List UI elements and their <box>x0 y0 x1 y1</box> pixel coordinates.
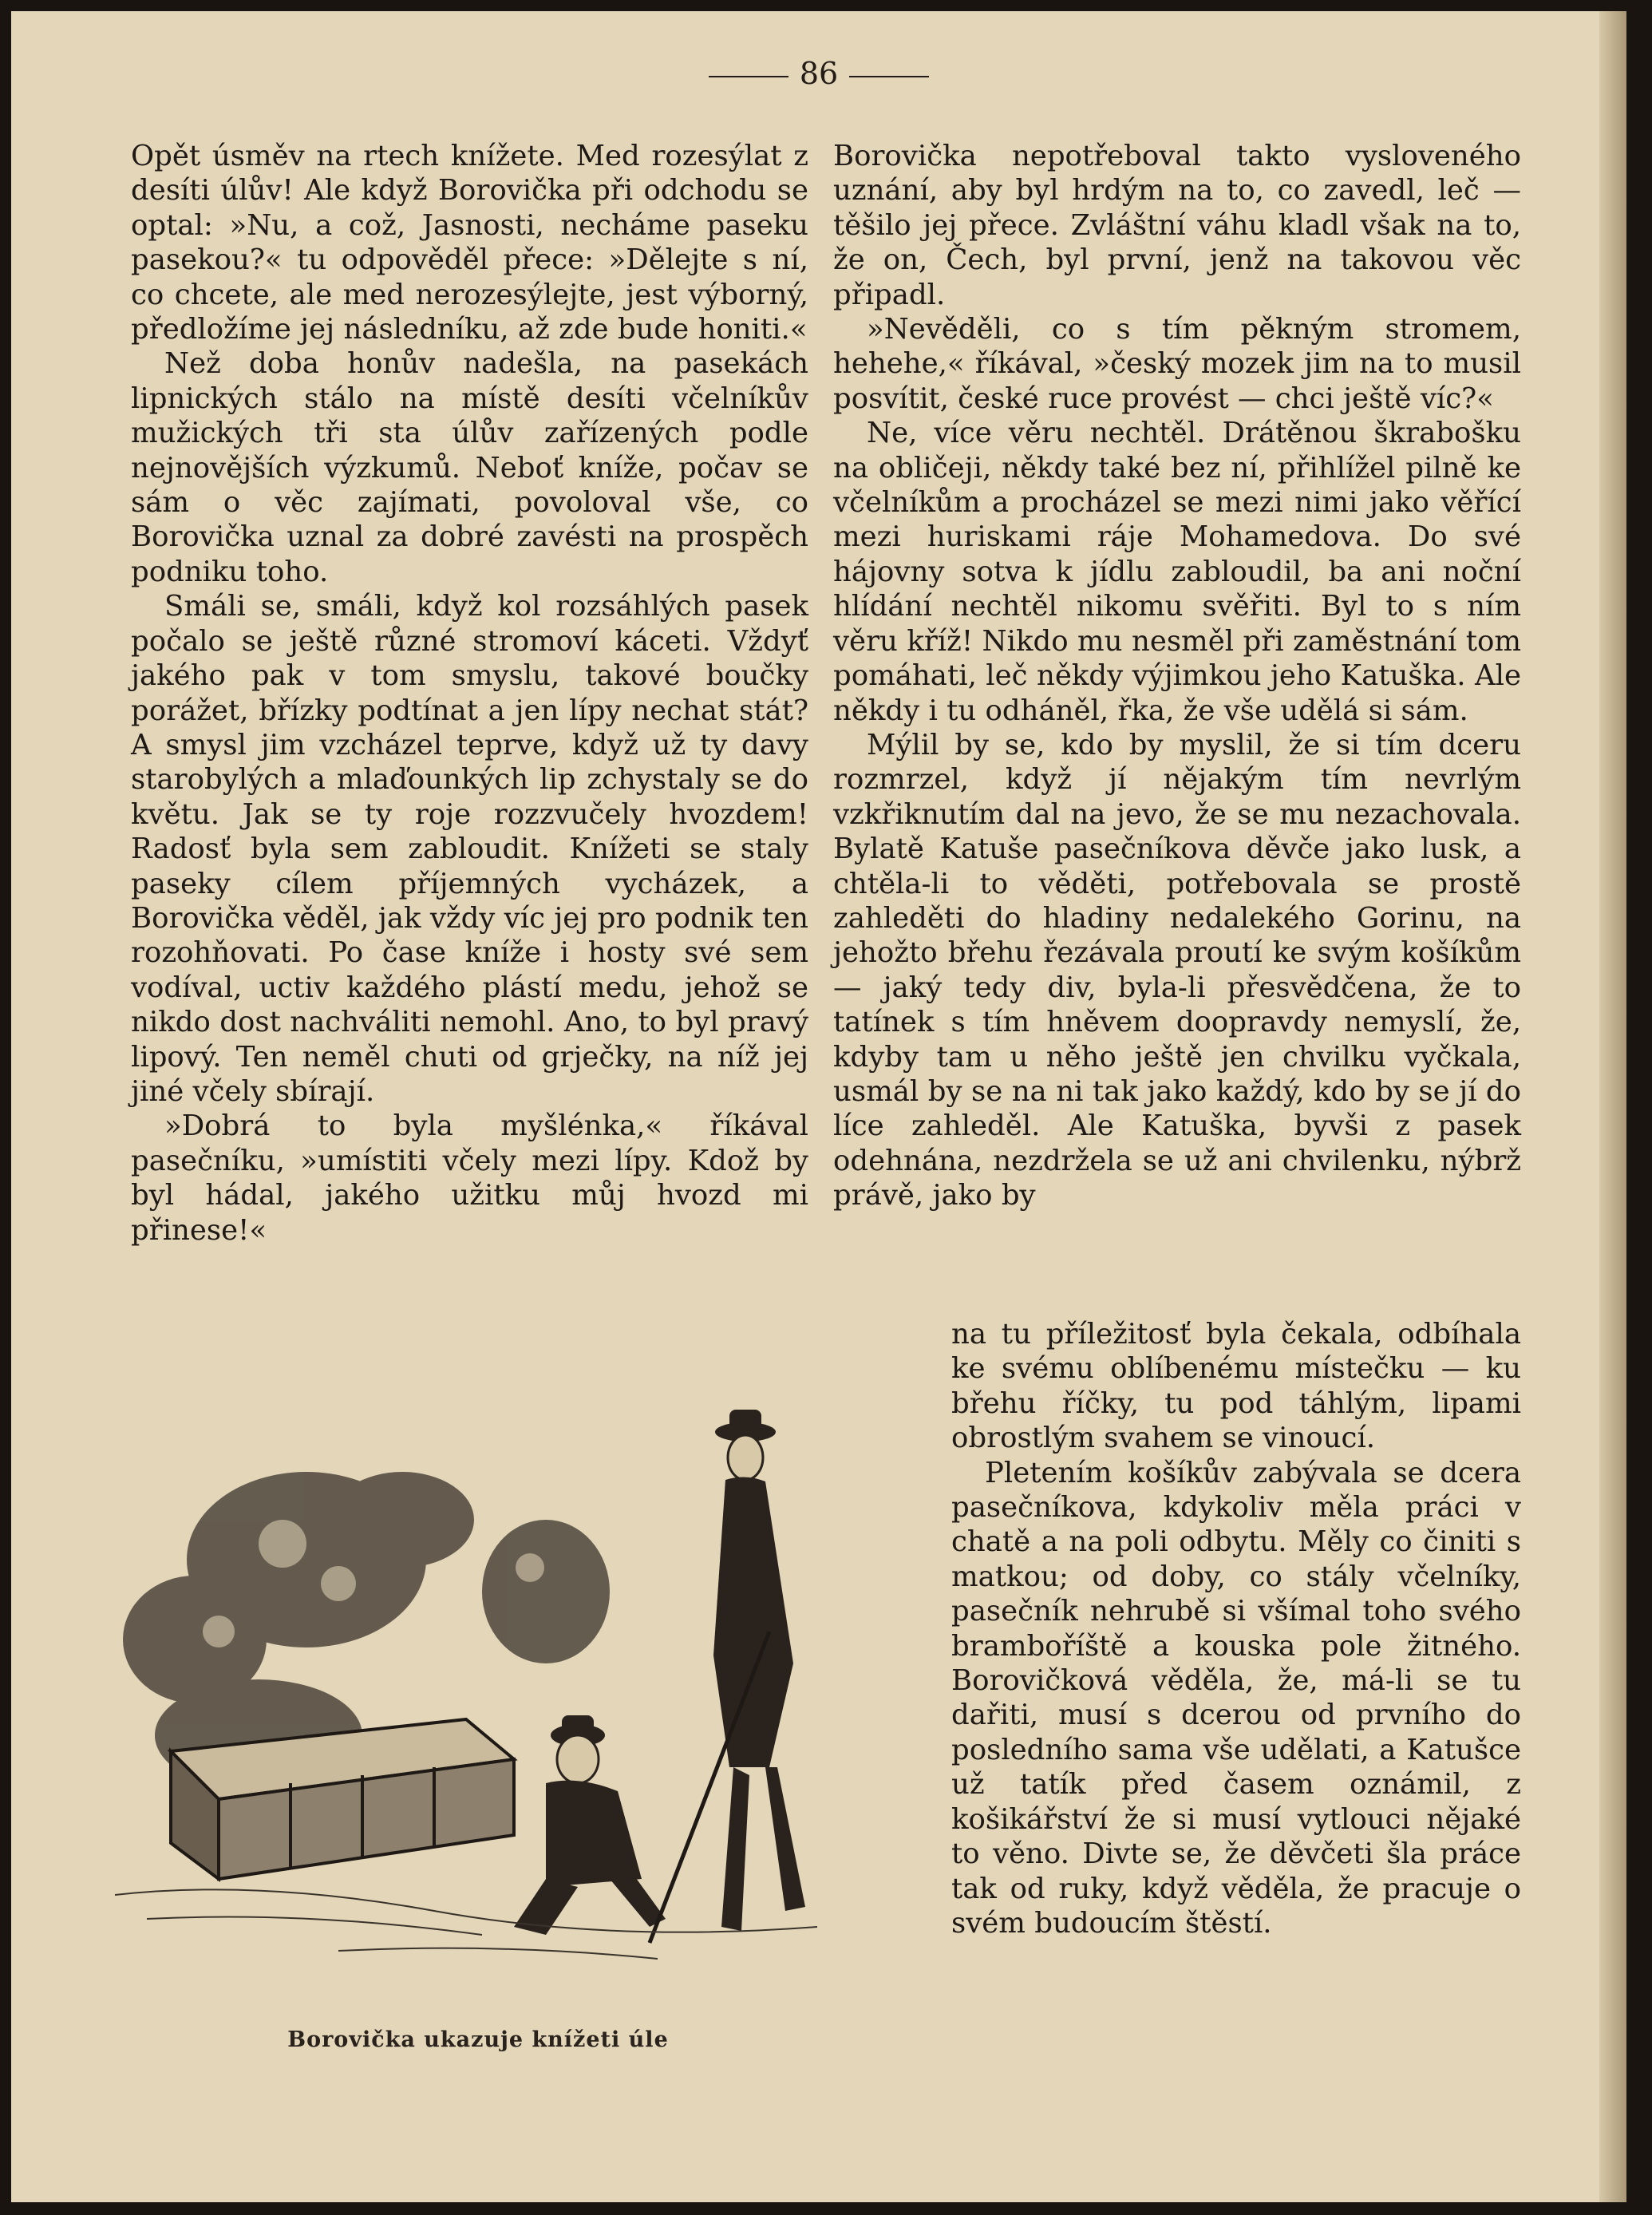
paragraph: Smáli se, smáli, když kol rozsáhlých pasek počalo se ještě různé stromoví káceti. Vždyť jakého pak v tom smyslu, takové boučky porážet, břízky podtínat a jen lípy nechat stát? A smysl jim vzcházel teprve, když už ty davy starobylých a mlaďounkých lip zchystaly se do květu. Jak se ty roje rozzvučely hvozdem! Radosť byla sem zabloudit. Knížeti se staly paseky cílem příjemných vycházek, a Borovička věděl, jak vždy víc jej pro podnik ten rozohňovati. Po čase kníže i hosty své sem vodíval, uctiv každého plástí medu, jehož se nikdo dost nachváliti nemohl. Ano, to byl pravý lipový. Ten neměl chuti od grječky, na níž jej jiné včely sbírají. <box>131 590 808 1108</box>
right-column <box>833 139 1521 1213</box>
left-column <box>131 139 808 1248</box>
page <box>11 11 1626 2202</box>
paragraph: Ne, více věru nechtěl. Drátěnou škrabošku na obličeji, někdy také bez ní, přihlížel pilně ke včelníkům a procházel se mezi nimi jako věřící mezi huriskami ráje Mohamedova. Do své hájovny sotva k jídlu zabloudil, ba ani noční hlídání nechtěl nikomu svěřiti. Byl to s ním věru kříž! Nikdo mu nesměl při zaměstnání tom pomáhati, leč někdy výjimkou jeho Katuška. Ale někdy i tu odháněl, řka, že vše udělá si sám. <box>833 417 1521 727</box>
standing-man <box>713 1410 805 1931</box>
paragraph: Pletením košíkův zabývala se dcera pasečníkova, kdykoliv měla práci v chatě a na poli odbytu. Měly co činiti s matkou; od doby, co stály včelníky, pasečník nehrubě si všímal toho svého bramboříště a kouska pole žitného. Borovičková věděla, že, má-li se tu dařiti, musí s dcerou od prvního do posledního sama vše udělati, a Katušce už tatík před časem oznámil, z košikářství že si musí vytlouci nějaké to věno. Divte se, že děvčeti šla práce tak od ruky, když věděla, že pracuje o svém budoucím štěstí. <box>951 1456 1521 1940</box>
paragraph: na tu příležitosť byla čekala, odbíhala ke svému oblíbenému místečku — ku břehu říčky, tu pod táhlým, lipami obrostlým svahem se vinoucí. <box>951 1318 1521 1455</box>
illustration <box>99 1400 873 1975</box>
page-number-text: 86 <box>799 56 839 91</box>
paragraph: Opět úsměv na rtech knížete. Med rozesýlat z desíti úlův! Ale když Borovička při odchodu se optal: »Nu, a což, Jasnosti, necháme paseku pasekou?« tu odpověděl přece: »Dělejte s ní, co chcete, ale med nerozesýlejte, jest výborný, předložíme jej následníku, až zde bude honiti.« <box>131 140 808 346</box>
paragraph: »Dobrá to byla myšlénka,« říkával pasečníku, »umístiti včely mezi lípy. Kdož by byl hádal, jakého užitku můj hvozd mi přinese!« <box>131 1109 808 1247</box>
paragraph: Mýlil by se, kdo by myslil, že si tím dceru rozmrzel, když jí nějakým tím nevrlým vzkřiknutím dal na jevo, že se mu nezachovala. Bylatě Katuše pasečníkova děvče jako lusk, a chtěla-li to věděti, potřebovala se prostě zahleděti do hladiny nedalekého Gorinu, na jehožto břehu řezávala proutí ke svým košíkům — jaký tedy div, byla-li přesvědčena, že to tatínek s tím hněvem doopravdy nemyslí, že, kdyby tam u něho ještě jen chvilku vyčkala, usmál by se na ni tak jako každý, kdo by se jí do líce zahleděl. Ale Katuška, byvši z pasek odehnána, nezdržela se už ani chvilenku, nýbrž právě, jako by <box>833 728 1521 1212</box>
walking-stick <box>650 1632 769 1943</box>
illustration-caption: Borovička ukazuje knížeti úle <box>287 2027 669 2052</box>
paragraph: »Nevěděli, co s tím pěkným stromem, hehehe,« říkával, »český mozek jim na to musil posvítit, české ruce provést — chci ještě víc?« <box>833 313 1521 415</box>
paragraph: Než doba honův nadešla, na pasekách lipnických stálo na místě desíti včelníkův mužických tři sta úlův zařízených podle nejnovějších výzkumů. Neboť kníže, počav se sám o věc zajímati, povoloval vše, co Borovička uznal za dobré zavésti na prospěch podniku toho. <box>131 347 808 588</box>
ground <box>115 1889 817 1959</box>
right-column-wrap <box>951 1317 1521 1940</box>
page-edge <box>1599 11 1626 2202</box>
paragraph: Borovička nepotřeboval takto vysloveného uznání, aby byl hrdým na to, co zavedl, leč — těšilo jej přece. Zvláštní váhu kladl však na to, že on, Čech, byl první, jenž na takovou věc připadl. <box>833 140 1521 311</box>
page-number <box>11 56 1626 91</box>
seated-man <box>514 1715 666 1935</box>
